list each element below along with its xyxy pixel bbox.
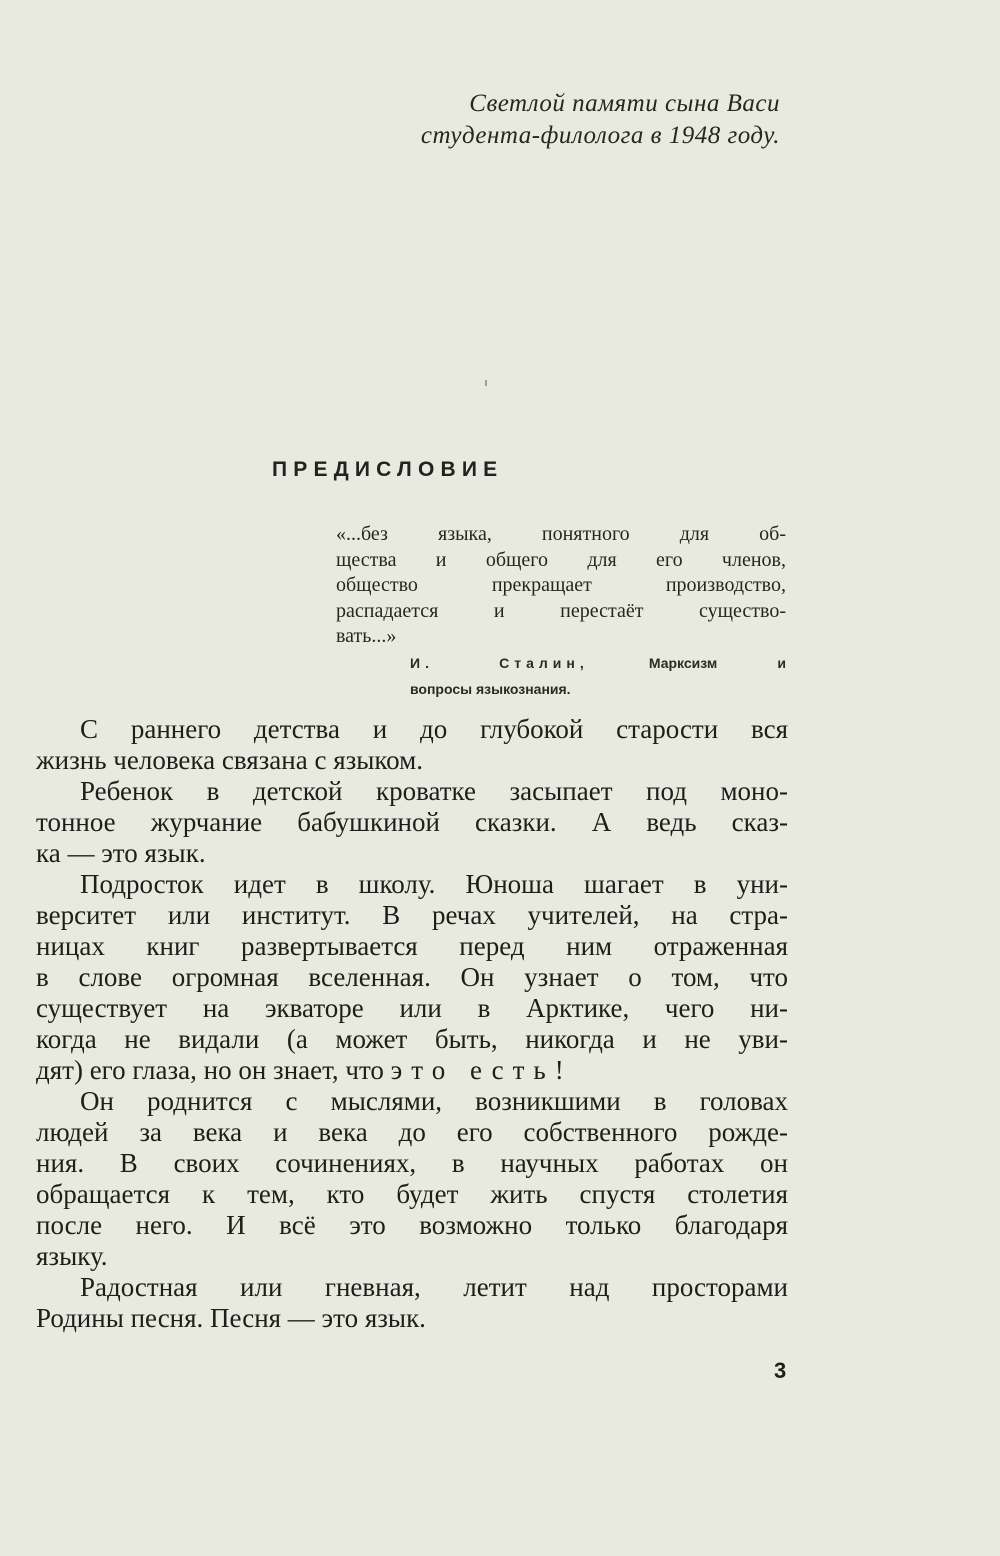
body-line: ницах книг развертывается перед ним отраженная: [36, 931, 788, 961]
emphasized-text: это есть!: [390, 1055, 573, 1085]
body-line: после него. И всё это возможно только благодаря: [36, 1210, 788, 1240]
body-line: Он роднится с мыслями, возникшими в головах: [80, 1086, 788, 1116]
print-speck: [485, 380, 487, 386]
body-line: в слове огромная вселенная. Он узнает о том, что: [36, 962, 788, 992]
body-line: существует на экваторе или в Арктике, чего ни-: [36, 993, 788, 1023]
body-line: Подросток идет в школу. Юноша шагает в уни-: [80, 869, 788, 899]
attribution-work-continued: вопросы языкознания.: [410, 681, 571, 697]
body-line: тонное журчание бабушкиной сказки. А ведь сказ-: [36, 807, 788, 837]
body-line: Ребенок в детской кроватке засыпает под моно-: [80, 776, 788, 806]
epigraph: [336, 522, 786, 650]
epigraph-line: «...без языка, понятного для об-: [336, 523, 786, 545]
dedication-line: Светлой памяти сына Васи: [469, 90, 780, 117]
epigraph-line: общество прекращает производство,: [336, 574, 786, 596]
body-line: жизнь человека связана с языком.: [36, 745, 423, 775]
epigraph-line: вать...»: [336, 625, 397, 647]
body-line: когда не видали (а может быть, никогда и не уви-: [36, 1024, 788, 1054]
dedication-line: студента-филолога в 1948 году.: [420, 122, 780, 149]
epigraph-line: распадается и перестаёт существо-: [336, 599, 786, 622]
page-number: 3: [774, 1358, 787, 1383]
body-line: ка — это язык.: [36, 838, 206, 868]
body-line-text: дят) его глаза, но он знает, что: [36, 1055, 384, 1085]
body-line: обращается к тем, кто будет жить спустя столетия: [36, 1179, 788, 1209]
body-line: С раннего детства и до глубокой старости вся: [80, 714, 788, 744]
body-line: верситет или институт. В речах учителей, на стра-: [36, 900, 788, 930]
body-line: Родины песня. Песня — это язык.: [36, 1303, 426, 1333]
chapter-heading: ПРЕДИСЛОВИЕ: [272, 458, 504, 481]
attribution-author: И. Сталин,: [410, 655, 589, 671]
dedication: [260, 88, 780, 152]
body-line: Радостная или гневная, летит над просторами: [80, 1272, 788, 1302]
body-line: ния. В своих сочинениях, в научных работах он: [36, 1148, 788, 1178]
attribution-line: [410, 650, 786, 676]
attribution-work: Марксизм и: [648, 655, 786, 671]
body-line: людей за века и века до его собственного рожде-: [36, 1117, 788, 1147]
epigraph-attribution: [410, 650, 786, 702]
body-line: [36, 1055, 788, 1086]
body-text: [36, 714, 788, 1334]
body-line: языку.: [36, 1241, 108, 1271]
epigraph-line: щества и общего для его членов,: [336, 548, 786, 571]
